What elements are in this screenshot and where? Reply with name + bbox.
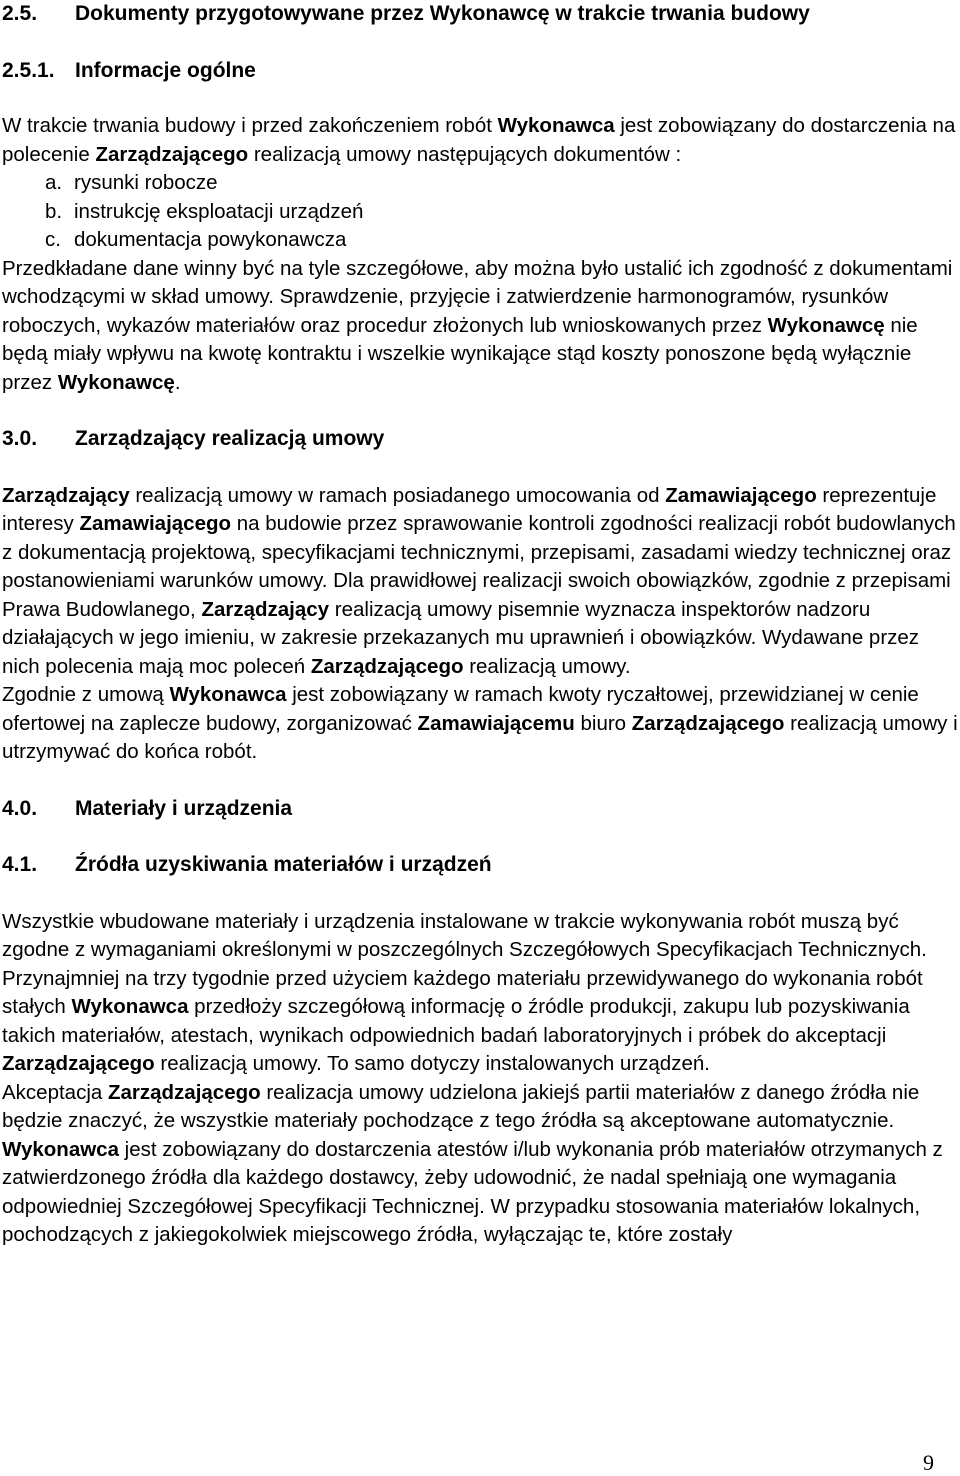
heading-number: 4.0. — [2, 796, 38, 820]
heading-number: 2.5.1. — [2, 58, 55, 82]
heading-title: Informacje ogólne — [75, 58, 256, 82]
list-item: c. dokumentacja powykonawcza — [45, 228, 347, 251]
heading-3-0 — [2, 425, 958, 454]
heading-title: Dokumenty przygotowywane przez Wykonawcę w trakcie trwania budowy — [75, 2, 810, 25]
paragraph-submitted-data: Przedkładane dane winny być na tyle szczegółowe, aby można było ustalić ich zgodność z dokumentami wchodzącymi w skład umowy. Sprawdzenie, przyjęcie i zatwierdzenie harmonogramów, rysunków roboczych, wykazów materiałów oraz procedur złożonych lub wnioskowanych przez Wykonawcę nie będą miały wpływu na kwotę kontraktu i wszelkie wynikające stąd koszty ponoszone będą wyłącznie przez Wykonawcę. — [2, 256, 953, 394]
heading-2-5 — [2, 0, 958, 29]
paragraph-manager: Zarządzający realizacją umowy w ramach posiadanego umocowania od Zamawiającego reprezentuje interesy Zamawiającego na budowie przez sprawowanie kontroli zgodności realizacji robót budowlanych z dokumentacją projektową, specyfikacjami technicznymi, przepisami, zasadami wiedzy technicznej oraz postanowieniami warunków umowy. Dla prawidłowej realizacji swoich obowiązków, zgodnie z przepisami Prawa Budowlanego, Zarządzający realizacją umowy pisemnie wyznacza inspektorów nadzoru działających w jego imieniu, w zakresie przekazanych mu uprawnień i obowiązków. Wydawane przez nich polecenia mają moc poleceń Zarządzającego realizacją umowy. — [2, 483, 956, 678]
heading-number: 3.0. — [2, 427, 38, 450]
paragraph-acceptance: Akceptacja Zarządzającego realizacja umowy udzielona jakiejś partii materiałów z danego źródła nie będzie znaczyć, że wszystkie materiały pochodzące z tego źródła są akceptowane automatycznie. Wykonawca jest zobowiązany do dostarczenia atestów i/lub wykonania prób materiałów otrzymanych z zatwierdzonego źródła dla każdego dostawcy, żeby udowodnić, że nadal spełniają one wymagania odpowiedniej Szczegółowej Specyfikacji Technicznej. W przypadku stosowania materiałów lokalnych, pochodzących z jakiegokolwiek miejscowego źródła, wyłączając te, które zostały — [2, 1080, 943, 1246]
heading-title: Źródła uzyskiwania materiałów i urządzeń — [75, 853, 492, 876]
paragraph-obligations: W trakcie trwania budowy i przed zakończeniem robót Wykonawca jest zobowiązany do dostarczenia na polecenie Zarządzającego realizacją umowy następujących dokumentów : — [2, 114, 956, 166]
heading-title: Materiały i urządzenia — [75, 796, 293, 820]
heading-number: 4.1. — [2, 853, 38, 876]
paragraph-office: Zgodnie z umową Wykonawca jest zobowiązany w ramach kwoty ryczałtowej, przewidzianej w cenie ofertowej na zaplecze budowy, zorganizować Zamawiającemu biuro Zarządzającego realizacją umowy i utrzymywać do końca robót. — [2, 683, 958, 763]
documents-list — [2, 169, 958, 255]
heading-number: 2.5. — [2, 2, 38, 25]
page-number: 9 — [923, 1450, 934, 1475]
heading-4-1 — [2, 851, 958, 880]
paragraph-materials: Wszystkie wbudowane materiały i urządzenia instalowane w trakcie wykonywania robót muszą być zgodne z wymaganiami określonymi w poszczególnych Szczegółowych Specyfikacjach Technicznych. Przynajmniej na trzy tygodnie przed użyciem każdego materiału przewidywanego do wykonania robót stałych Wykonawca przedłoży szczegółową informację o źródle produkcji, zakupu lub pozyskiwania takich materiałów, atestach, wynikach odpowiednich badań laboratoryjnych i próbek do akceptacji Zarządzającego realizacją umowy. To samo dotyczy instalowanych urządzeń. — [2, 909, 927, 1075]
list-item: b. instrukcję eksploatacji urządzeń — [45, 199, 364, 223]
list-item: a. rysunki robocze — [45, 171, 218, 194]
heading-4-0 — [2, 795, 958, 824]
document-body — [2, 0, 958, 1250]
heading-title: Zarządzający realizacją umowy — [75, 427, 385, 450]
heading-2-5-1 — [2, 57, 958, 86]
